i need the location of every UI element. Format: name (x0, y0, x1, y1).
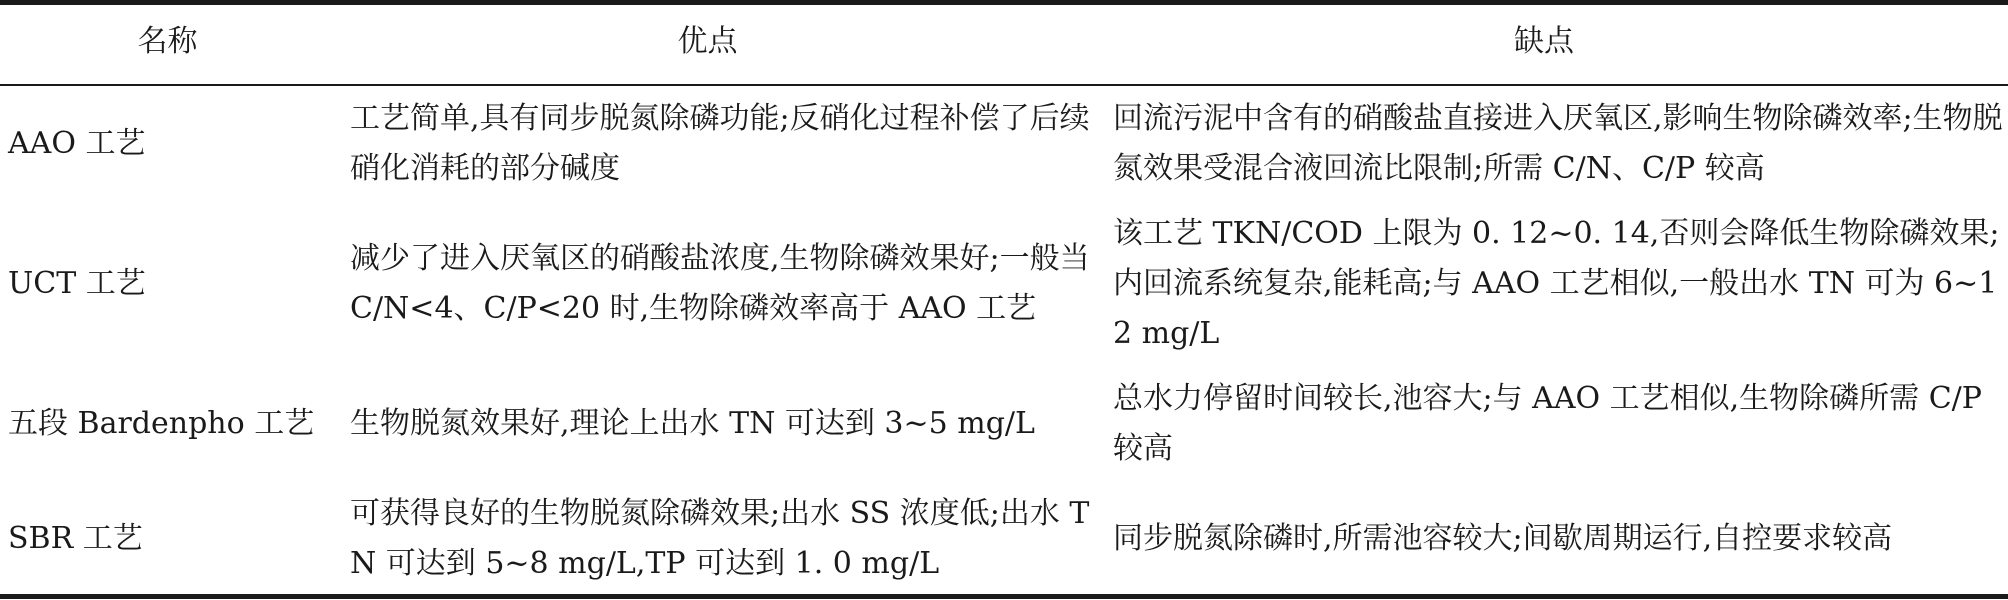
disadvantages-text: 该工艺 TKN/COD 上限为 0. 12~0. 14,否则会降低生物除磷效果;内回流系统复杂,能耗高;与 AAO 工艺相似,一般出水 TN 可为 6~12 mg/L (1113, 216, 2000, 351)
process-name: SBR 工艺 (8, 521, 143, 556)
process-name-cell (8, 485, 328, 593)
advantages-cell (350, 485, 1090, 593)
advantages-text: 工艺简单,具有同步脱氮除磷功能;反硝化过程补偿了后续硝化消耗的部分碱度 (350, 101, 1090, 186)
advantages-cell (350, 370, 1090, 478)
disadvantages-text: 同步脱氮除磷时,所需池容较大;间歇周期运行,自控要求较高 (1113, 521, 1893, 556)
advantages-cell (350, 205, 1090, 363)
process-name-cell (8, 205, 328, 363)
process-name: AAO 工艺 (8, 126, 146, 161)
advantages-text: 减少了进入厌氧区的硝酸盐浓度,生物除磷效果好;一般当 C/N<4、C/P<20 时,生物除磷效率高于 AAO 工艺 (350, 241, 1090, 326)
table-row (0, 370, 2008, 478)
disadvantages-cell (1113, 90, 2003, 198)
process-name: 五段 Bardenpho 工艺 (8, 406, 315, 441)
disadvantages-cell (1113, 370, 2003, 478)
table-row (0, 90, 2008, 198)
header-advantages: 优点 (677, 24, 738, 59)
advantages-text: 生物脱氮效果好,理论上出水 TN 可达到 3~5 mg/L (350, 406, 1035, 441)
table-bottom-rule (0, 594, 2008, 599)
disadvantages-cell (1113, 485, 2003, 593)
advantages-text: 可获得良好的生物脱氮除磷效果;出水 SS 浓度低;出水 TN 可达到 5~8 mg/L,TP 可达到 1. 0 mg/L (350, 496, 1090, 581)
header-name: 名称 (137, 24, 198, 59)
disadvantages-cell (1113, 205, 2003, 363)
disadvantages-text: 总水力停留时间较长,池容大;与 AAO 工艺相似,生物除磷所需 C/P 较高 (1113, 381, 1982, 466)
header-rule (0, 84, 2008, 86)
table-row (0, 205, 2008, 363)
process-name-cell (8, 370, 328, 478)
table-top-rule (0, 0, 2008, 5)
disadvantages-text: 回流污泥中含有的硝酸盐直接进入厌氧区,影响生物除磷效率;生物脱氮效果受混合液回流比限制;所需 C/N、C/P 较高 (1113, 101, 2003, 186)
process-name: UCT 工艺 (8, 266, 146, 301)
header-disadvantages: 缺点 (1514, 24, 1574, 59)
advantages-cell (350, 90, 1090, 198)
process-name-cell (8, 90, 328, 198)
table-row (0, 485, 2008, 593)
